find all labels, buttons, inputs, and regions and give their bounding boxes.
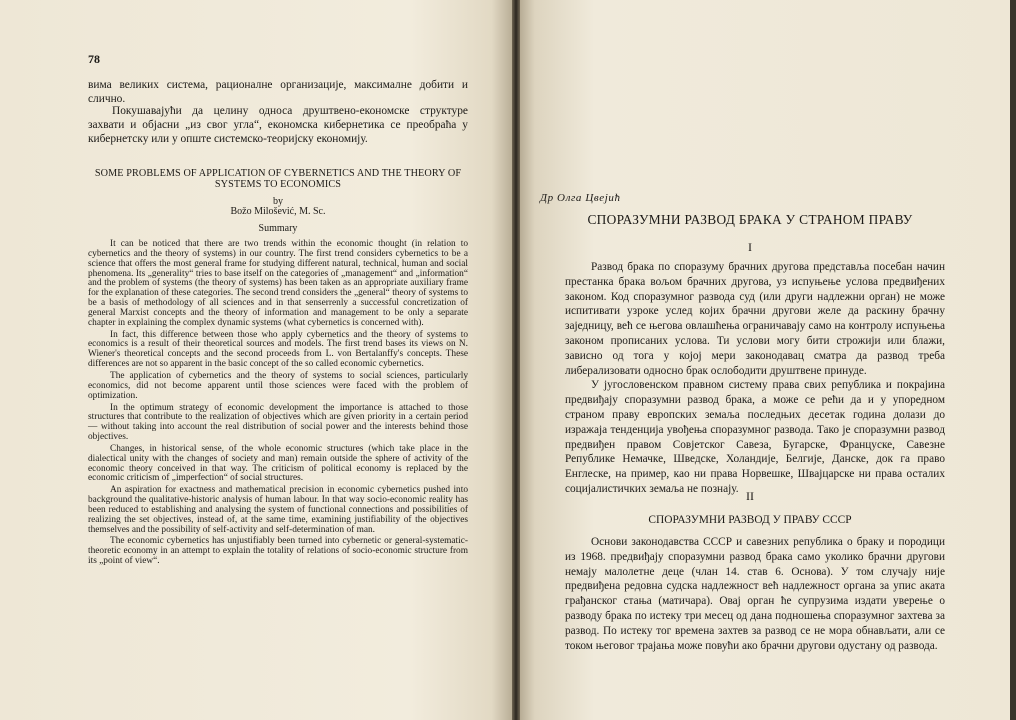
summary-paragraph: Changes, in historical sense, of the whole economic structures (which take place in the dialectical unity with the changes of society and man) remain outside the sphere of activity of the economic theory conceived in that way. The criticism of political economy is replaced by the economic criticism of „imperfection“ of social structures. <box>88 443 468 484</box>
section-two-body <box>565 535 945 653</box>
section-number: I <box>748 240 752 254</box>
book-gutter <box>512 0 520 720</box>
article-author: Др Олга Цвејић <box>540 192 621 204</box>
section-number: II <box>746 489 754 503</box>
english-summary-title: SOME PROBLEMS OF APPLICATION OF CYBERNETICS AND THE THEORY OF SYSTEMS TO ECONOMICS <box>94 168 462 190</box>
page-number: 78 <box>88 52 100 66</box>
summary-paragraph: The application of cybernetics and the theory of systems to social sciences, particularly economics, did not become apparent until those sciences were faced with the problem of optimization. <box>88 370 468 401</box>
article-paragraph: Основи законодавства СССР и савезних република о браку и породици из 1968. предвиђају споразумни развод брака само уколико брачни другови немају малолетне деце (члан 14. став 6. Основа). У том случају није предвиђена редовна судска надлежност већ надлежност органа за упис аката грађанског стања (матичара). Овај орган ће супрузима издати уверење о разводу брака по истеку три месец од дана подношења споразумног захтева за развод. По истеку тог времена захтев за развод се не мора обнављати, али се током његовог трајања може повући ако брачни другови одустану од развода. <box>565 536 945 652</box>
summary-paragraph: The economic cybernetics has unjustifiably been turned into cybernetic or general-systematic-theoretic economy in an attempt to explain the totality of relations of socio-economic structure from its „point of view“. <box>88 536 468 567</box>
summary-paragraph: It can be noticed that there are two trends within the economic thought (in relation to cybernetics and the theory of systems) in our country. The first trend considers cybernetics to be a science that offers the most general frame for studying different natural, technical, human and social phenomena. Its „generality“ tries to base itself on the categories of „management“ and „information“ and the problem of systems (the theory of systems) has been taken as an appropriate auxiliary frame for the explanation of these categories. The second trend considers the „general“ theory of systems to be a basis of methodology of all sciences and in that senserrenly a successful concretization of general Marxist concepts and the theory of information and management to be only a separate chapter in explaining the complex dynamic systems (what cybernetics is concerned with). <box>88 239 468 328</box>
book-edge <box>1010 0 1016 720</box>
article-paragraph: Развод брака по споразуму брачних другова представља посебан начин престанка брака вољом брачних другова, уз испуњење услова предвиђених законом. Код споразумног развода суд (или други надлежни орган) не може испитивати узроке услед којих брачни другови желе да раскину брачну заједницу, већ се његова овлашћења ограничавају само на контролу испуњења законом прописаних услова. Ти услови могу бити строжији или блажи, зависно од тога у којој мери законодавац сматра да развод треба либерализовати односно брак ослободити друштвене принуде. <box>565 261 945 377</box>
article-title: СПОРАЗУМНИ РАЗВОД БРАКА У СТРАНОМ ПРАВУ <box>587 212 913 227</box>
byline-by: by <box>273 196 283 207</box>
summary-paragraph: In the optimum strategy of economic development the importance is attached to those structures that contribute to the realization of objectives which are given priority in a certain period — without taking into account the real distribution of social power and the interests behind those objectives. <box>88 402 468 443</box>
serbian-paragraph: вима великих система, рационалне организације, максималне добити и слично. <box>88 79 468 106</box>
english-summary-body <box>88 240 468 569</box>
section-one-body <box>565 260 945 497</box>
summary-heading: Summary <box>258 223 298 234</box>
summary-paragraph: An aspiration for exactness and mathematical precision in economic cybernetics pushed into background the qualitative-historic analysis of human labour. In that way socio-economic reality has been reduced to establishing and analysing the system of functional connections and possibilities of realizing the set objectives, instead of, at the same time, examining justifiability of the objectives themselves and the possibility of self-activity and self-determination of man. <box>88 485 468 535</box>
serbian-paragraph: Покушавајући да целину односа друштвено-економске структуре захвати и објасни „из свог угла“, економска кибернетика се преобраћа у кибернетску или у опште системско-теоријску економију. <box>88 105 468 146</box>
section-heading: СПОРАЗУМНИ РАЗВОД У ПРАВУ СССР <box>648 514 852 526</box>
article-paragraph: У југословенском правном систему права свих република и покрајина предвиђају споразумни развод брака, а може се рећи да и у упоредном страном праву европских земаља последњих десетак година долази до изражаја тенденција увођења споразумног развода. Тако је споразумни развод предвиђен правом Совјетског Савеза, Бугарске, Француске, Савезне Републике Немачке, Шведске, Холандије, Белгије, Данске, док га право Енглеске, на пример, као ни права Норвешке, Швајцарске ни права осталих социјалистичких земаља не познају. <box>565 379 945 495</box>
summary-author: Božo Milošević, M. Sc. <box>230 206 326 217</box>
summary-paragraph: In fact, this difference between those who apply cybernetics and the theory of systems to economics is a result of their theoretical sources and models. The first trend bases its views on N. Wiener's theoretical concepts and the second proceeds from L. von Bertalanffy's concepts. These differences are not so apparent in the basic concept of the so called economic cybernetics. <box>88 329 468 370</box>
